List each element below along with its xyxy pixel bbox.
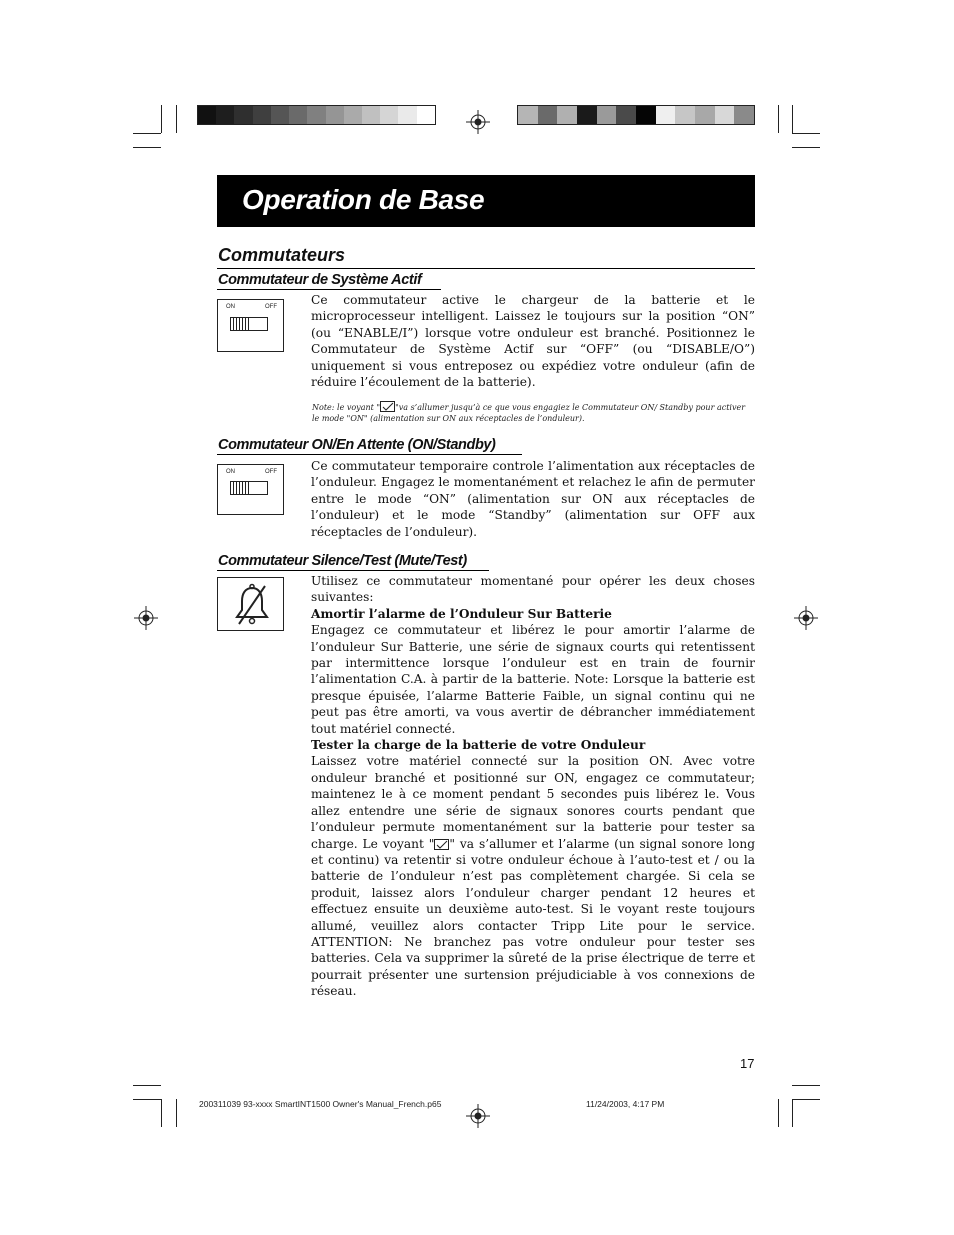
color-calibration-bar-left xyxy=(197,105,436,125)
system-switch-note xyxy=(312,401,752,424)
color-swatch xyxy=(656,106,676,124)
paragraph-text: Laissez votre matériel connecté sur la position ON. Avec votre onduleur branché et positionné sur ON, engagez ce commutateur; maintenez le à ce moment pendant 5 secondes puis libérez le. Vous allez entendre une série de signaux sonores courts pendant que l’onduleur permute momentanément sur la batterie pour tester sa charge. Le voyant " xyxy=(311,754,755,851)
crop-mark xyxy=(176,1099,177,1127)
subsection-underline xyxy=(217,454,522,455)
check-indicator-icon xyxy=(434,839,449,850)
subsection-heading-system-switch: Commutateur de Système Actif xyxy=(218,272,422,288)
color-swatch xyxy=(715,106,735,124)
registration-mark-icon xyxy=(134,606,158,630)
mute-switch-description xyxy=(311,573,755,1000)
paragraph: Engagez ce commutateur et libérez le pour amortir l’alarme de l’onduleur Sur Batterie, une série de signaux courts qui retentissent par intermittence lorsque l’onduleur est en train de fournir l’alimentation C.A. à partir de la batterie. Note: Lorsque la batterie est presque épuisée, l’alarme Batterie Faible, un signal continu qui ne peut pas être amorti, va vous avertir de débrancher immédiatement tout matériel connecté. xyxy=(311,623,755,736)
system-switch-description xyxy=(311,292,755,390)
color-swatch xyxy=(253,106,271,124)
test-heading: Tester la charge de la batterie de votre Onduleur xyxy=(311,738,646,753)
color-swatch xyxy=(344,106,362,124)
color-calibration-bar-right xyxy=(517,105,755,125)
color-swatch xyxy=(289,106,307,124)
paragraph: Utilisez ce commutateur momentané pour opérer les deux choses suivantes: xyxy=(311,574,755,605)
switch-off-label: OFF xyxy=(265,469,277,475)
crop-mark xyxy=(778,105,779,133)
color-swatch xyxy=(538,106,558,124)
crop-mark xyxy=(133,1099,161,1100)
subsection-heading-standby-switch: Commutateur ON/En Attente (ON/Standby) xyxy=(218,437,496,453)
crop-mark xyxy=(133,133,161,134)
paragraph-text: " va s’allumer et l’alarme (un signal sonore long et continu) va retentir si votre onduleur échoue à l’auto-test et / ou la batterie de l’onduleur n’est pas complètement chargée. Si cela se produit, laissez alors l’onduleur charger pendant 12 heures et effectuez ensuite un deuxième auto-test. Si le voyant reste toujours allumé, veuillez alors contacter Tripp Lite pour le service. ATTENTION: Ne branchez pas votre onduleur pour tester ses batteries. Cela va supprimer la sûreté de la prise électrique de terre et pourrait présenter une surtension préjudiciable à vos connexions de réseau. xyxy=(311,836,755,999)
switch-off-label: OFF xyxy=(265,304,277,310)
note-text: Note: le voyant " xyxy=(312,403,381,412)
crop-mark xyxy=(176,105,177,133)
registration-mark-icon xyxy=(794,606,818,630)
color-swatch xyxy=(198,106,216,124)
section-title: Commutateurs xyxy=(218,245,346,265)
check-indicator-icon xyxy=(380,401,395,412)
color-swatch xyxy=(518,106,538,124)
page-number: 17 xyxy=(740,1056,755,1071)
color-swatch xyxy=(380,106,398,124)
crop-mark xyxy=(792,147,820,148)
color-swatch xyxy=(417,106,435,124)
color-swatch xyxy=(636,106,656,124)
alarm-heading: Amortir l’alarme de l’Onduleur Sur Batterie xyxy=(311,606,612,621)
registration-mark-icon xyxy=(466,1104,490,1128)
footer-timestamp: 11/24/2003, 4:17 PM xyxy=(586,1099,665,1109)
mute-switch-icon xyxy=(217,577,284,631)
color-swatch xyxy=(271,106,289,124)
switch-on-label: ON xyxy=(226,304,235,310)
color-swatch xyxy=(557,106,577,124)
color-swatch xyxy=(597,106,617,124)
section-divider xyxy=(217,268,755,269)
color-swatch xyxy=(362,106,380,124)
color-swatch xyxy=(734,106,754,124)
color-swatch xyxy=(216,106,234,124)
paragraph: Ce commutateur temporaire controle l’alimentation aux réceptacles de l’onduleur. Engagez le momentanément et relachez le afin de permuter entre le mode “ON” (alimentation sur ON aux réceptacles de l’onduleur) et le mode “Standby” (alimentation sur OFF aux réceptacles de l’onduleur). xyxy=(311,459,755,539)
color-swatch xyxy=(616,106,636,124)
crop-mark xyxy=(792,1099,820,1100)
color-swatch xyxy=(307,106,325,124)
slide-switch-icon xyxy=(230,481,268,495)
color-swatch xyxy=(234,106,252,124)
paragraph: Ce commutateur active le chargeur de la batterie et le microprocesseur intelligent. Laissez le toujours sur la position “ON” (ou “ENABLE/I”) lorsque votre onduleur est branché. Positionnez le Commutateur de Système Actif sur “OFF” (ou “DISABLE/O”) uniquement si vous entreposez ou expédiez votre onduleur (afin de réduire l’écoulement de la batterie). xyxy=(311,293,755,390)
crop-mark xyxy=(161,1099,162,1127)
slide-switch-icon xyxy=(230,317,268,331)
crop-mark xyxy=(792,133,820,134)
color-swatch xyxy=(695,106,715,124)
note-text: "va s’allumer jusqu’à ce que vous engagiez le Commutateur ON/ Standby pour activer le mode "ON" (alimentation sur ON aux réceptacles de l’onduleur). xyxy=(312,403,746,423)
page-header-banner xyxy=(217,175,755,227)
registration-mark-icon xyxy=(466,110,490,134)
crop-mark xyxy=(792,1099,793,1127)
crop-mark xyxy=(792,105,793,133)
crop-mark xyxy=(778,1099,779,1127)
standby-switch-icon xyxy=(217,464,284,515)
paragraph xyxy=(311,753,755,999)
system-switch-icon xyxy=(217,299,284,352)
crop-mark xyxy=(161,105,162,133)
color-swatch xyxy=(675,106,695,124)
subsection-underline xyxy=(217,570,489,571)
color-swatch xyxy=(326,106,344,124)
crop-mark xyxy=(133,1085,161,1086)
subsection-heading-mute-switch: Commutateur Silence/Test (Mute/Test) xyxy=(218,553,467,569)
standby-switch-description xyxy=(311,458,755,540)
page-title: Operation de Base xyxy=(242,184,485,215)
subsection-underline xyxy=(217,289,441,290)
switch-on-label: ON xyxy=(226,469,235,475)
color-swatch xyxy=(398,106,416,124)
crop-mark xyxy=(133,147,161,148)
crop-mark xyxy=(792,1085,820,1086)
color-swatch xyxy=(577,106,597,124)
footer-filename: 200311039 93-xxxx SmartINT1500 Owner's Manual_French.p65 xyxy=(199,1099,442,1109)
bell-muted-icon xyxy=(232,582,272,628)
